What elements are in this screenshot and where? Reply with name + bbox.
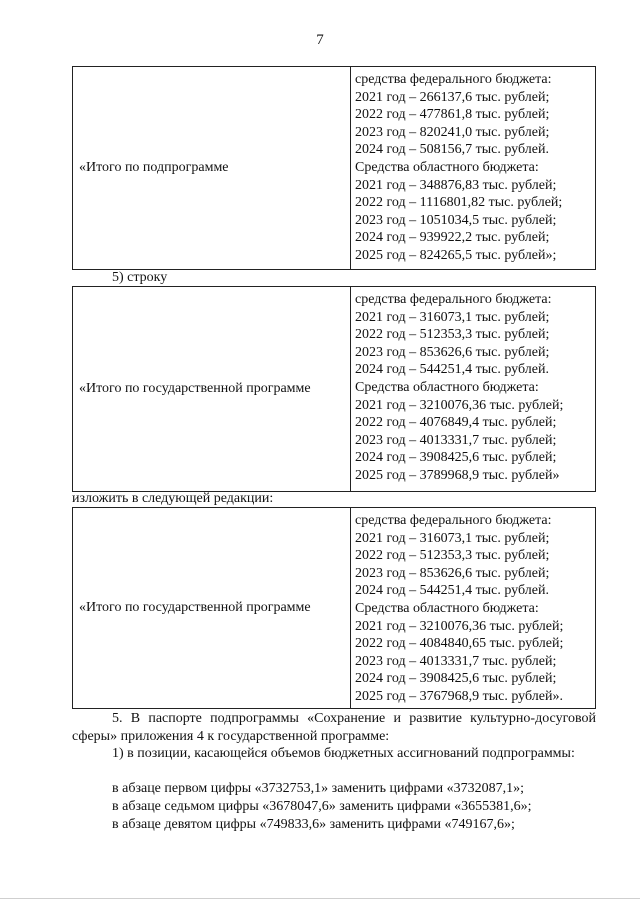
table-values	[351, 287, 595, 491]
table-value-line: 2022 год – 1116801,82 тыс. рублей;	[355, 195, 563, 211]
paragraph-abzac-1: в абзаце первом цифры «3732753,1» заменить цифрами «3732087,1»;	[112, 781, 524, 796]
table-value-line: 2023 год – 4013331,7 тыс. рублей;	[355, 653, 557, 669]
table-value-line: 2025 год – 3789968,9 тыс. рублей»	[355, 467, 560, 483]
table-value-line: средства федерального бюджета:	[355, 292, 552, 307]
table-value-line: 2021 год – 266137,6 тыс. рублей;	[355, 89, 550, 105]
table-subprogram-total	[72, 66, 596, 270]
table-row-label: «Итого по государственной программе	[73, 508, 351, 708]
table-value-line: 2022 год – 4084840,65 тыс. рублей;	[355, 636, 564, 652]
table-value-line: 2024 год – 939922,2 тыс. рублей;	[355, 230, 550, 246]
table-value-line: 2022 год – 512353,3 тыс. рублей;	[355, 548, 550, 564]
table-value-line: 2021 год – 316073,1 тыс. рублей;	[355, 309, 550, 325]
table-program-total-new	[72, 507, 596, 709]
paragraph-abzac-9: в абзаце девятом цифры «749833,6» заменить цифрами «749167,6»;	[112, 817, 515, 832]
table-value-line: 2023 год – 853626,6 тыс. рублей;	[355, 344, 550, 360]
instruction-text: 5) строку	[112, 270, 168, 285]
table-program-total-old	[72, 286, 596, 492]
table-value-line: 2021 год – 316073,1 тыс. рублей;	[355, 530, 550, 546]
table-row-label: «Итого по государственной программе	[73, 287, 351, 491]
table-value-line: Средства областного бюджета:	[355, 159, 539, 175]
table-value-line: средства федерального бюджета:	[355, 72, 552, 87]
table-value-line: 2023 год – 4013331,7 тыс. рублей;	[355, 432, 557, 448]
table-value-line: Средства областного бюджета:	[355, 600, 539, 616]
table-value-line: Средства областного бюджета:	[355, 379, 539, 395]
table-row-label: «Итого по подпрограмме	[73, 67, 351, 269]
table-value-line: 2021 год – 3210076,36 тыс. рублей;	[355, 618, 564, 634]
paragraph-item-1: 1) в позиции, касающейся объемов бюджетных ассигнований подпрограммы:	[112, 746, 575, 761]
table-value-line: средства федерального бюджета:	[355, 513, 552, 528]
table-value-line: 2024 год – 3908425,6 тыс. рублей;	[355, 671, 557, 687]
table-value-line: 2024 год – 544251,4 тыс. рублей.	[355, 583, 549, 599]
table-value-line: 2024 год – 544251,4 тыс. рублей.	[355, 362, 549, 378]
page-edge-divider	[0, 898, 640, 899]
table-value-line: 2024 год – 3908425,6 тыс. рублей;	[355, 450, 557, 466]
page-number: 7	[316, 32, 324, 48]
table-value-line: 2021 год – 348876,83 тыс. рублей;	[355, 177, 557, 193]
table-value-line: 2023 год – 820241,0 тыс. рублей;	[355, 124, 550, 140]
table-value-line: 2023 год – 853626,6 тыс. рублей;	[355, 565, 550, 581]
table-value-line: 2022 год – 4076849,4 тыс. рублей;	[355, 415, 557, 431]
table-value-line: 2021 год – 3210076,36 тыс. рублей;	[355, 397, 564, 413]
table-value-line: 2024 год – 508156,7 тыс. рублей.	[355, 142, 549, 158]
table-value-line: 2022 год – 477861,8 тыс. рублей;	[355, 107, 550, 123]
table-values	[351, 67, 595, 269]
table-value-line: 2022 год – 512353,3 тыс. рублей;	[355, 327, 550, 343]
instruction-text: изложить в следующей редакции:	[72, 491, 274, 506]
table-values	[351, 508, 595, 708]
table-value-line: 2023 год – 1051034,5 тыс. рублей;	[355, 212, 557, 228]
table-value-line: 2025 год – 824265,5 тыс. рублей»;	[355, 247, 557, 263]
paragraph-section-5: 5. В паспорте подпрограммы «Сохранение и развитие культурно-досуговой сферы» приложения 4 к государственной программе:	[72, 711, 596, 744]
paragraph-abzac-7: в абзаце седьмом цифры «3678047,6» заменить цифрами «3655381,6»;	[112, 799, 532, 814]
table-value-line: 2025 год – 3767968,9 тыс. рублей».	[355, 688, 563, 704]
